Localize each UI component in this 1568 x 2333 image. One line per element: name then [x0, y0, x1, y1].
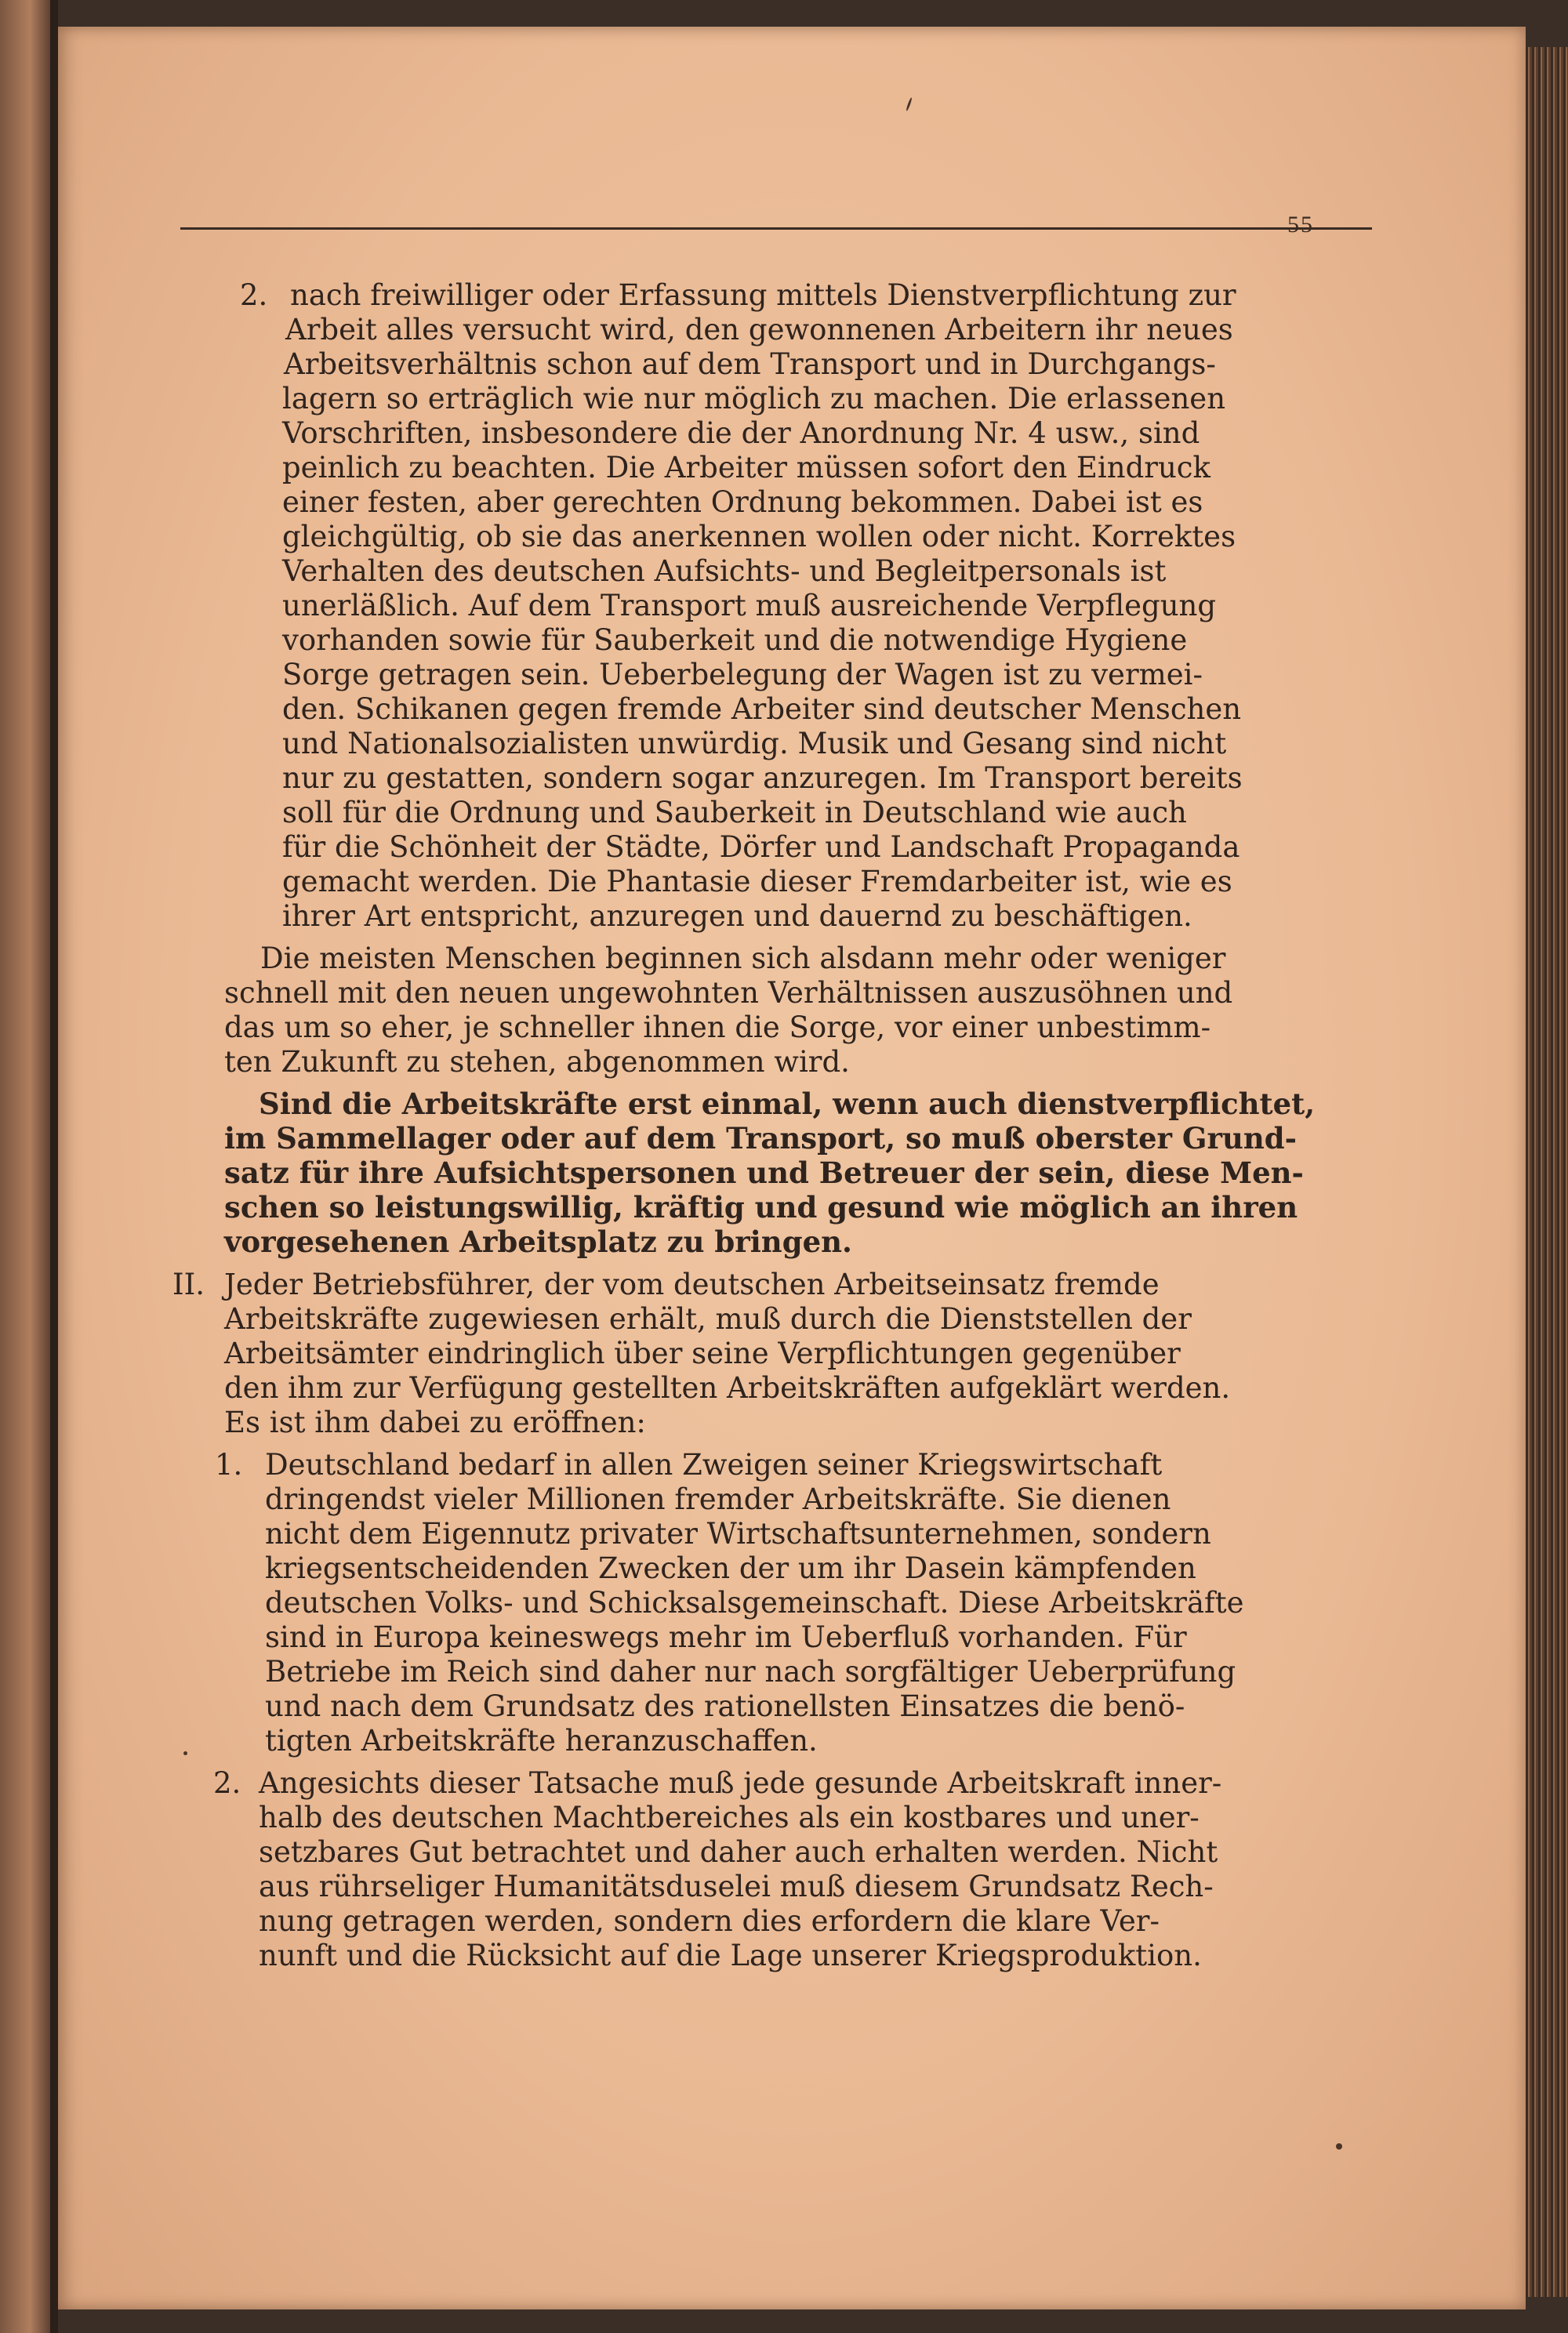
text-line: Betriebe im Reich sind daher nur nach sorgfältiger Ueberprüfung [265, 1655, 1236, 1689]
text-line: halb des deutschen Machtbereiches als ein kostbares und uner- [259, 1801, 1200, 1834]
text-line: Arbeitsämter eindringlich über seine Verpflichtungen gegenüber [224, 1337, 1181, 1370]
text-line: ten Zukunft zu stehen, abgenommen wird. [224, 1045, 850, 1079]
text-line: soll für die Ordnung und Sauberkeit in Deutschland wie auch [282, 796, 1187, 829]
text-line-bold: satz für ihre Aufsichtspersonen und Betreuer der sein, diese Men- [224, 1156, 1304, 1190]
text-line: Die meisten Menschen beginnen sich alsdann mehr oder weniger [260, 942, 1226, 975]
text-line: Verhalten des deutschen Aufsichts- und Begleitpersonals ist [282, 554, 1167, 588]
text-line: Arbeit alles versucht wird, den gewonnenen Arbeitern ihr neues [285, 313, 1233, 347]
text-line-bold: Sind die Arbeitskräfte erst einmal, wenn auch dienstverpflichtet, [259, 1087, 1316, 1121]
list-marker: 2. [240, 278, 268, 312]
page-number: 55 [1287, 212, 1314, 238]
text-line: nicht dem Eigennutz privater Wirtschaftsunternehmen, sondern [265, 1517, 1211, 1551]
text-line: nur zu gestatten, sondern sogar anzuregen. Im Transport bereits [282, 761, 1243, 795]
text-line: das um so eher, je schneller ihnen die Sorge, vor einer unbestimm- [224, 1010, 1211, 1044]
text-line: schnell mit den neuen ungewohnten Verhältnissen auszusöhnen und [224, 976, 1233, 1010]
text-line: einer festen, aber gerechten Ordnung bekommen. Dabei ist es [282, 485, 1203, 519]
text-line-bold: im Sammellager oder auf dem Transport, so muß oberster Grund- [224, 1121, 1297, 1156]
text-line: Sorge getragen sein. Ueberbelegung der Wagen ist zu vermei- [282, 658, 1203, 691]
adjacent-page-edge [0, 0, 50, 2333]
text-line: den. Schikanen gegen fremde Arbeiter sind deutscher Menschen [282, 692, 1242, 726]
text-line-bold: schen so leistungswillig, kräftig und gesund wie möglich an ihren [224, 1190, 1298, 1225]
text-line: und Nationalsozialisten unwürdig. Musik und Gesang sind nicht [282, 727, 1227, 760]
text-line: und nach dem Grundsatz des rationellsten Einsatzes die benö- [265, 1689, 1185, 1723]
text-line: peinlich zu beachten. Die Arbeiter müssen sofort den Eindruck [282, 451, 1210, 484]
text-line: ihrer Art entspricht, anzuregen und dauernd zu beschäftigen. [282, 899, 1192, 933]
text-line: deutschen Volks- und Schicksalsgemeinschaft. Diese Arbeitskräfte [265, 1586, 1244, 1620]
text-line: vorhanden sowie für Sauberkeit und die notwendige Hygiene [282, 623, 1188, 657]
text-line: Angesichts dieser Tatsache muß jede gesunde Arbeitskraft inner- [259, 1766, 1222, 1800]
text-line: Jeder Betriebsführer, der vom deutschen Arbeitseinsatz fremde [224, 1268, 1160, 1301]
text-line: Deutschland bedarf in allen Zweigen seiner Kriegswirtschaft [265, 1448, 1163, 1482]
book-gutter [50, 0, 58, 2333]
text-line: nung getragen werden, sondern dies erfordern die klare Ver- [259, 1904, 1160, 1938]
text-line: den ihm zur Verfügung gestellten Arbeitskräften aufgeklärt werden. [224, 1371, 1231, 1405]
text-line: sind in Europa keineswegs mehr im Ueberfluß vorhanden. Für [265, 1620, 1187, 1654]
text-line: gleichgültig, ob sie das anerkennen wollen oder nicht. Korrektes [282, 520, 1236, 553]
page-body [58, 27, 1526, 2309]
section-marker: II. [172, 1268, 205, 1301]
book-page [58, 27, 1526, 2309]
text-line: setzbares Gut betrachtet und daher auch erhalten werden. Nicht [259, 1835, 1218, 1869]
text-line: gemacht werden. Die Phantasie dieser Fremdarbeiter ist, wie es [282, 865, 1232, 898]
text-line: dringendst vieler Millionen fremder Arbeitskräfte. Sie dienen [265, 1482, 1171, 1516]
text-line: aus rührseliger Humanitätsduselei muß diesem Grundsatz Rech- [259, 1870, 1214, 1903]
list-marker: 2. [213, 1766, 241, 1800]
text-line: tigten Arbeitskräfte heranzuschaffen. [265, 1724, 818, 1758]
text-line: unerläßlich. Auf dem Transport muß ausreichende Verpflegung [282, 589, 1217, 622]
text-line: kriegsentscheidenden Zwecken der um ihr Dasein kämpfenden [265, 1551, 1196, 1585]
list-marker: 1. [215, 1448, 243, 1482]
text-line: Vorschriften, insbesondere die der Anordnung Nr. 4 usw., sind [282, 416, 1200, 450]
text-line-bold: vorgesehenen Arbeitsplatz zu bringen. [224, 1225, 852, 1259]
text-line: lagern so erträglich wie nur möglich zu machen. Die erlassenen [282, 382, 1226, 415]
text-line: Es ist ihm dabei zu eröffnen: [224, 1406, 646, 1439]
page-block-edges [1526, 47, 1568, 2297]
text-line: nunft und die Rücksicht auf die Lage unserer Kriegsproduktion. [259, 1939, 1202, 1972]
text-line: nach freiwilliger oder Erfassung mittels Dienstverpflichtung zur [290, 278, 1236, 312]
text-line: Arbeitsverhältnis schon auf dem Transport und in Durchgangs- [284, 347, 1216, 381]
text-line: Arbeitskräfte zugewiesen erhält, muß durch die Dienststellen der [224, 1302, 1192, 1336]
text-line: für die Schönheit der Städte, Dörfer und Landschaft Propaganda [282, 830, 1240, 864]
